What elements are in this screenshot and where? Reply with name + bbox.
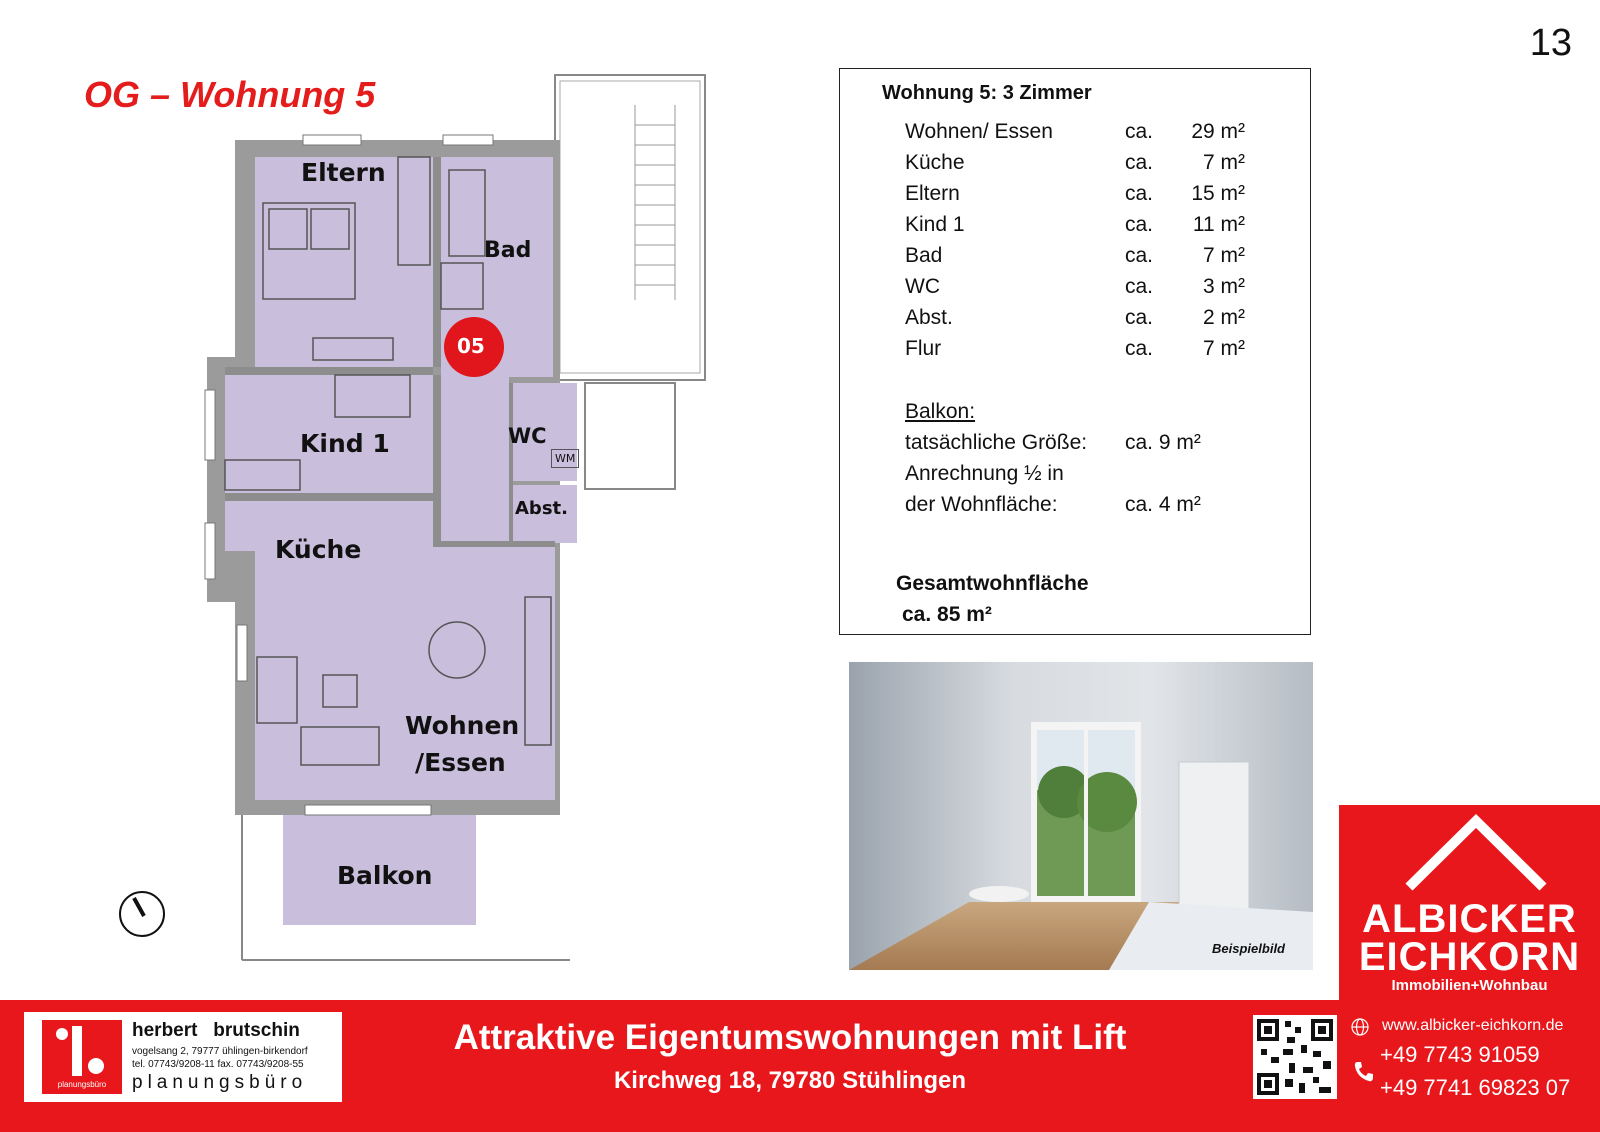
balkon-actual-value: ca. 9 m² <box>1125 431 1201 454</box>
total-area-value: ca. 85 m² <box>902 603 992 626</box>
planer-phone: tel. 07743/9208-11 fax. 07743/9208-55 <box>132 1059 304 1070</box>
planer-name: herbert brutschin <box>132 1020 300 1041</box>
example-room-photo <box>849 662 1313 970</box>
planer-logo-icon <box>42 1020 122 1094</box>
area-ca: ca. <box>1125 182 1154 205</box>
room-label-eltern: Eltern <box>301 158 386 187</box>
room-label-wc: WC <box>508 424 547 448</box>
area-ca: ca. <box>1125 151 1154 174</box>
room-label-bad: Bad <box>484 238 532 263</box>
footer-headline: Attraktive Eigentumswohnungen mit Lift <box>453 1018 1127 1057</box>
plan-title: OG – Wohnung 5 <box>84 74 376 115</box>
area-name: Bad <box>905 244 943 267</box>
phone-2[interactable]: +49 7741 69823 07 <box>1380 1075 1571 1100</box>
photo-caption: Beispielbild <box>1212 941 1285 956</box>
area-value: 15 m² <box>1191 182 1245 205</box>
planer-logo-text: planungsbüro <box>57 1080 107 1089</box>
area-ca: ca. <box>1125 306 1154 329</box>
area-name: Abst. <box>905 306 953 329</box>
area-value: 29 m² <box>1191 120 1245 143</box>
floor-plan <box>195 45 707 985</box>
area-name: Kind 1 <box>905 213 965 236</box>
room-label-balkon: Balkon <box>337 861 433 890</box>
total-area-label: Gesamtwohnfläche <box>896 572 1089 595</box>
floor-plan-drawing <box>195 45 707 985</box>
area-ca: ca. <box>1125 120 1154 143</box>
area-ca: ca. <box>1125 213 1154 236</box>
brand-panel <box>1339 805 1600 1000</box>
area-value: 2 m² <box>1203 306 1245 329</box>
area-value: 7 m² <box>1203 151 1245 174</box>
planer-logo-box <box>24 1012 342 1102</box>
area-value: 7 m² <box>1203 337 1245 360</box>
balkon-credit-value: ca. 4 m² <box>1125 493 1201 516</box>
brand-name-line1: ALBICKER <box>1362 897 1577 941</box>
area-value: 11 m² <box>1192 213 1245 236</box>
area-name: Flur <box>905 337 942 360</box>
room-label-abst: Abst. <box>515 498 568 519</box>
planer-subtitle: planungsbüro <box>132 1072 308 1093</box>
area-name: Wohnen/ Essen <box>905 120 1053 143</box>
room-label-wohnen: Wohnen <box>405 711 520 740</box>
brand-tagline: Immobilien+Wohnbau <box>1391 977 1548 994</box>
website-link[interactable]: www.albicker-eichkorn.de <box>1382 1017 1564 1034</box>
area-name: Eltern <box>905 182 960 205</box>
balkon-heading: Balkon: <box>905 400 976 423</box>
house-roof-icon <box>1401 813 1551 893</box>
room-label-wm: WM <box>551 449 579 468</box>
balkon-credit-label-1: Anrechnung ½ in <box>905 462 1064 485</box>
area-ca: ca. <box>1125 244 1154 267</box>
area-value: 7 m² <box>1203 244 1245 267</box>
balkon-actual-label: tatsächliche Größe: <box>905 431 1088 454</box>
area-ca: ca. <box>1125 337 1154 360</box>
unit-badge-label: 05 <box>457 334 485 358</box>
phone-1[interactable]: +49 7743 91059 <box>1380 1042 1540 1067</box>
brand-name-line2: EICHKORN <box>1358 935 1581 979</box>
room-label-kind1: Kind 1 <box>300 429 390 458</box>
area-ca: ca. <box>1125 275 1154 298</box>
area-name: Küche <box>905 151 965 174</box>
room-label-essen: /Essen <box>415 748 506 777</box>
area-name: WC <box>905 275 940 298</box>
globe-icon <box>1351 1018 1369 1036</box>
balkon-credit-label-2: der Wohnfläche: <box>905 493 1058 516</box>
room-label-kueche: Küche <box>275 535 362 564</box>
page-number: 13 <box>1529 22 1572 64</box>
apartment-heading: Wohnung 5: 3 Zimmer <box>882 82 1092 104</box>
north-arrow-icon <box>118 890 166 938</box>
phone-icon <box>1352 1060 1376 1084</box>
footer-address: Kirchweg 18, 79780 Stühlingen <box>613 1067 967 1094</box>
planer-address: vogelsang 2, 79777 ühlingen-birkendorf <box>132 1046 308 1057</box>
qr-code-icon[interactable] <box>1253 1015 1337 1099</box>
area-value: 3 m² <box>1203 275 1245 298</box>
